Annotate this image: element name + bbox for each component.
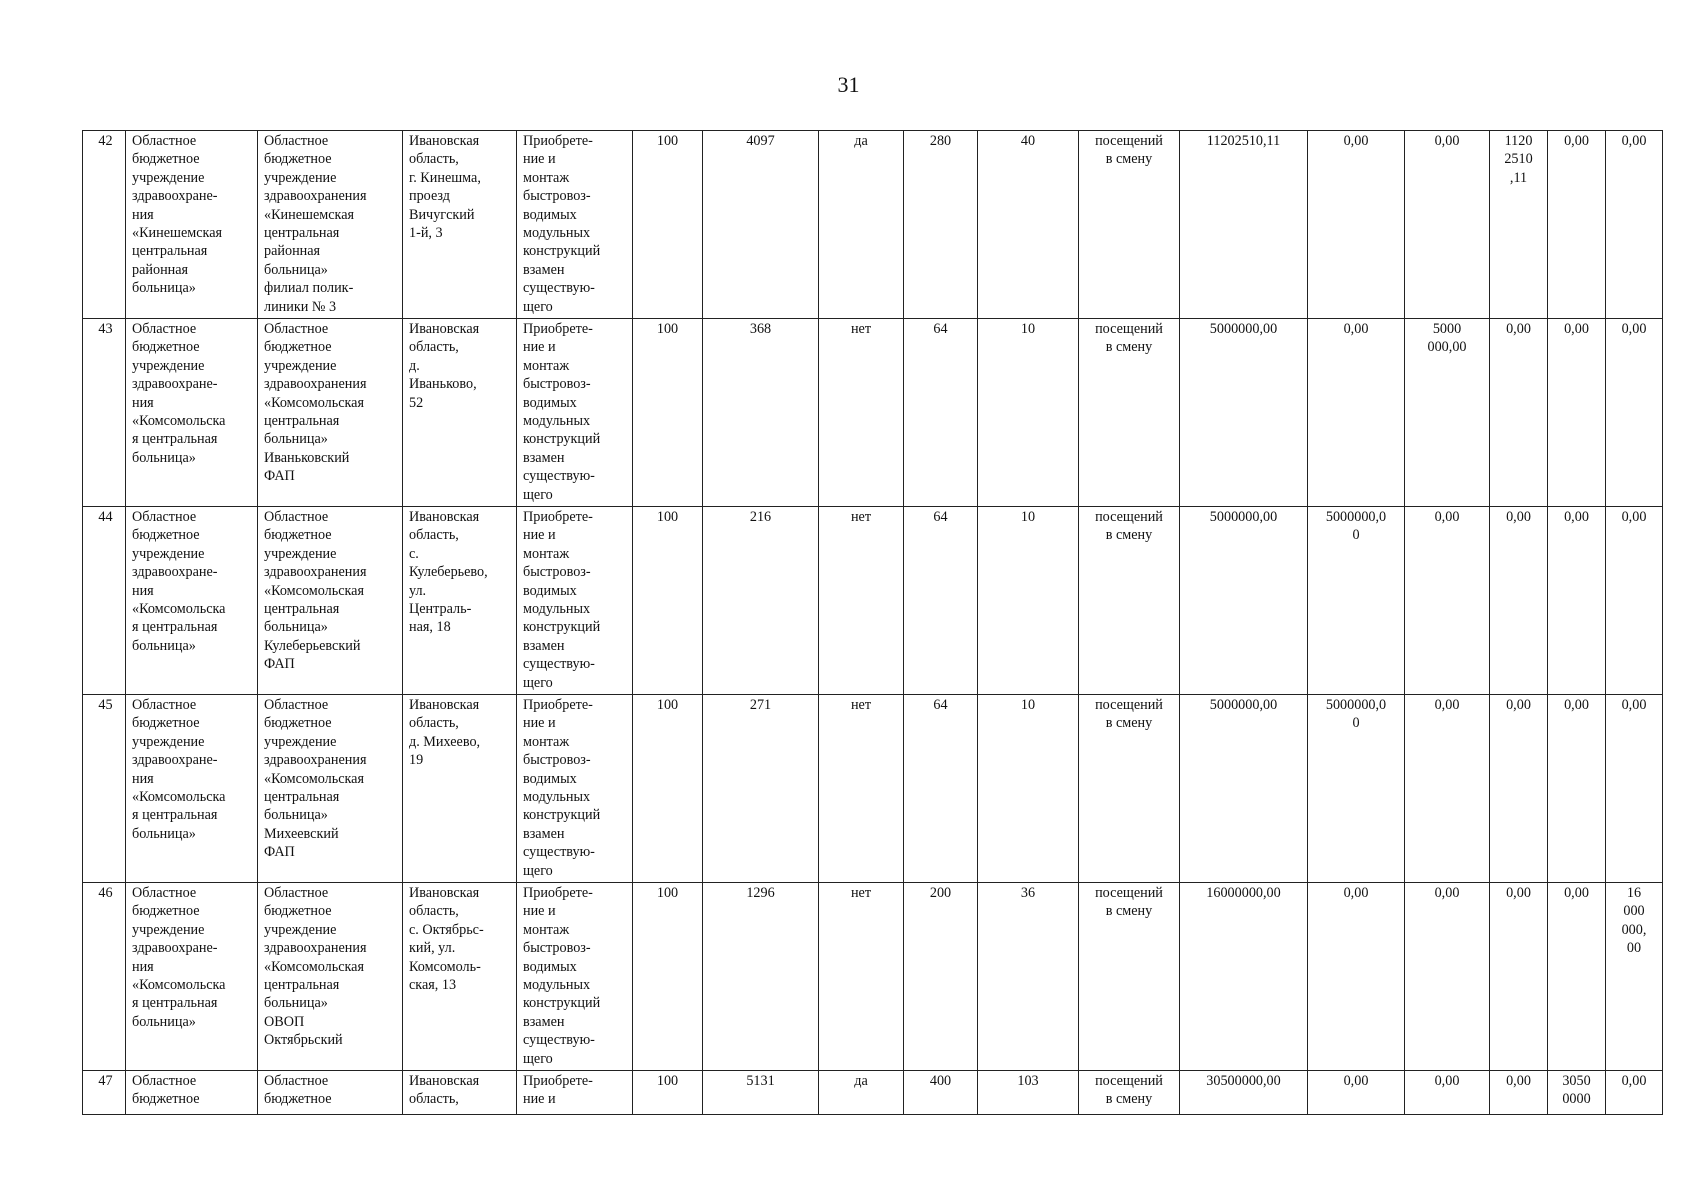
cell-amount-year-5: 0,00 bbox=[1606, 695, 1663, 883]
cell-address: Ивановская область, д. Иваньково, 52 bbox=[403, 319, 517, 507]
table-body bbox=[83, 131, 1663, 1115]
cell-value-3: да bbox=[819, 131, 904, 319]
cell-value-2: 1296 bbox=[703, 883, 819, 1071]
cell-facility: Областное бюджетное bbox=[258, 1071, 403, 1115]
cell-amount-year-1: 5000000,0 0 bbox=[1308, 695, 1405, 883]
cell-amount-year-2: 5000 000,00 bbox=[1405, 319, 1490, 507]
cell-total-amount: 11202510,11 bbox=[1180, 131, 1308, 319]
cell-row-number: 46 bbox=[83, 883, 126, 1071]
cell-work-type: Приобрете- ние и монтаж быстровоз- водимых модульных конструкций взамен существую- щего bbox=[517, 319, 633, 507]
cell-address: Ивановская область, с. Октябрьс- кий, ул. Комсомоль- ская, 13 bbox=[403, 883, 517, 1071]
cell-value-1: 100 bbox=[633, 1071, 703, 1115]
cell-value-2: 216 bbox=[703, 507, 819, 695]
cell-value-2: 368 bbox=[703, 319, 819, 507]
cell-facility: Областное бюджетное учреждение здравоохранения «Комсомольская центральная больница» Иваньковский ФАП bbox=[258, 319, 403, 507]
table-row bbox=[83, 131, 1663, 319]
cell-amount-year-4: 0,00 bbox=[1548, 883, 1606, 1071]
cell-facility: Областное бюджетное учреждение здравоохранения «Комсомольская центральная больница» ОВОП Октябрьский bbox=[258, 883, 403, 1071]
cell-amount-year-5: 0,00 bbox=[1606, 319, 1663, 507]
cell-value-5: 10 bbox=[978, 319, 1079, 507]
cell-amount-year-1: 0,00 bbox=[1308, 1071, 1405, 1115]
cell-facility: Областное бюджетное учреждение здравоохранения «Кинешемская центральная районная больница» филиал полик- линики № 3 bbox=[258, 131, 403, 319]
cell-row-number: 42 bbox=[83, 131, 126, 319]
cell-amount-year-5: 0,00 bbox=[1606, 1071, 1663, 1115]
cell-amount-year-1: 0,00 bbox=[1308, 131, 1405, 319]
cell-amount-year-4: 3050 0000 bbox=[1548, 1071, 1606, 1115]
cell-value-4: 64 bbox=[904, 507, 978, 695]
cell-facility: Областное бюджетное учреждение здравоохранения «Комсомольская центральная больница» Михеевский ФАП bbox=[258, 695, 403, 883]
table-row bbox=[83, 1071, 1663, 1115]
cell-row-number: 47 bbox=[83, 1071, 126, 1115]
cell-amount-year-3: 0,00 bbox=[1490, 695, 1548, 883]
cell-value-2: 4097 bbox=[703, 131, 819, 319]
cell-amount-year-5: 16 000 000, 00 bbox=[1606, 883, 1663, 1071]
cell-organization: Областное бюджетное учреждение здравоохране- ния «Комсомольска я центральная больница» bbox=[126, 507, 258, 695]
cell-unit: посещений в смену bbox=[1079, 883, 1180, 1071]
cell-amount-year-4: 0,00 bbox=[1548, 507, 1606, 695]
cell-organization: Областное бюджетное учреждение здравоохране- ния «Кинешемская центральная районная больница» bbox=[126, 131, 258, 319]
cell-amount-year-2: 0,00 bbox=[1405, 883, 1490, 1071]
cell-value-3: нет bbox=[819, 319, 904, 507]
cell-amount-year-4: 0,00 bbox=[1548, 131, 1606, 319]
cell-value-1: 100 bbox=[633, 883, 703, 1071]
cell-amount-year-5: 0,00 bbox=[1606, 507, 1663, 695]
cell-row-number: 45 bbox=[83, 695, 126, 883]
cell-row-number: 43 bbox=[83, 319, 126, 507]
cell-work-type: Приобрете- ние и bbox=[517, 1071, 633, 1115]
page-number: 31 bbox=[837, 72, 860, 97]
cell-value-2: 5131 bbox=[703, 1071, 819, 1115]
cell-amount-year-5: 0,00 bbox=[1606, 131, 1663, 319]
cell-amount-year-1: 0,00 bbox=[1308, 319, 1405, 507]
cell-amount-year-2: 0,00 bbox=[1405, 131, 1490, 319]
cell-unit: посещений в смену bbox=[1079, 1071, 1180, 1115]
cell-amount-year-3: 0,00 bbox=[1490, 883, 1548, 1071]
cell-amount-year-1: 0,00 bbox=[1308, 883, 1405, 1071]
cell-value-4: 64 bbox=[904, 319, 978, 507]
cell-total-amount: 5000000,00 bbox=[1180, 507, 1308, 695]
cell-value-2: 271 bbox=[703, 695, 819, 883]
cell-value-4: 200 bbox=[904, 883, 978, 1071]
cell-organization: Областное бюджетное учреждение здравоохране- ния «Комсомольска я центральная больница» bbox=[126, 319, 258, 507]
cell-work-type: Приобрете- ние и монтаж быстровоз- водимых модульных конструкций взамен существую- щего bbox=[517, 507, 633, 695]
cell-value-4: 64 bbox=[904, 695, 978, 883]
cell-value-3: нет bbox=[819, 695, 904, 883]
cell-organization: Областное бюджетное bbox=[126, 1071, 258, 1115]
table-row bbox=[83, 695, 1663, 883]
cell-total-amount: 5000000,00 bbox=[1180, 319, 1308, 507]
cell-value-5: 36 bbox=[978, 883, 1079, 1071]
cell-amount-year-4: 0,00 bbox=[1548, 695, 1606, 883]
cell-organization: Областное бюджетное учреждение здравоохране- ния «Комсомольска я центральная больница» bbox=[126, 695, 258, 883]
cell-value-5: 10 bbox=[978, 507, 1079, 695]
table-row bbox=[83, 507, 1663, 695]
cell-total-amount: 30500000,00 bbox=[1180, 1071, 1308, 1115]
cell-value-1: 100 bbox=[633, 507, 703, 695]
cell-amount-year-3: 0,00 bbox=[1490, 507, 1548, 695]
cell-address: Ивановская область, bbox=[403, 1071, 517, 1115]
cell-amount-year-3: 0,00 bbox=[1490, 319, 1548, 507]
table-row bbox=[83, 319, 1663, 507]
cell-value-5: 10 bbox=[978, 695, 1079, 883]
cell-value-1: 100 bbox=[633, 695, 703, 883]
cell-unit: посещений в смену bbox=[1079, 131, 1180, 319]
cell-amount-year-4: 0,00 bbox=[1548, 319, 1606, 507]
cell-unit: посещений в смену bbox=[1079, 695, 1180, 883]
cell-value-3: нет bbox=[819, 883, 904, 1071]
cell-work-type: Приобрете- ние и монтаж быстровоз- водимых модульных конструкций взамен существую- щего bbox=[517, 883, 633, 1071]
cell-unit: посещений в смену bbox=[1079, 507, 1180, 695]
cell-value-3: нет bbox=[819, 507, 904, 695]
cell-total-amount: 16000000,00 bbox=[1180, 883, 1308, 1071]
cell-value-4: 400 bbox=[904, 1071, 978, 1115]
cell-amount-year-3: 0,00 bbox=[1490, 1071, 1548, 1115]
cell-value-4: 280 bbox=[904, 131, 978, 319]
cell-address: Ивановская область, г. Кинешма, проезд Вичугский 1-й, 3 bbox=[403, 131, 517, 319]
cell-value-3: да bbox=[819, 1071, 904, 1115]
cell-amount-year-3: 1120 2510 ,11 bbox=[1490, 131, 1548, 319]
cell-total-amount: 5000000,00 bbox=[1180, 695, 1308, 883]
cell-unit: посещений в смену bbox=[1079, 319, 1180, 507]
cell-value-1: 100 bbox=[633, 131, 703, 319]
cell-work-type: Приобрете- ние и монтаж быстровоз- водимых модульных конструкций взамен существую- щего bbox=[517, 131, 633, 319]
cell-amount-year-1: 5000000,0 0 bbox=[1308, 507, 1405, 695]
cell-amount-year-2: 0,00 bbox=[1405, 507, 1490, 695]
cell-address: Ивановская область, д. Михеево, 19 bbox=[403, 695, 517, 883]
cell-value-5: 103 bbox=[978, 1071, 1079, 1115]
cell-work-type: Приобрете- ние и монтаж быстровоз- водимых модульных конструкций взамен существую- щего bbox=[517, 695, 633, 883]
cell-amount-year-2: 0,00 bbox=[1405, 1071, 1490, 1115]
cell-value-1: 100 bbox=[633, 319, 703, 507]
cell-organization: Областное бюджетное учреждение здравоохране- ния «Комсомольска я центральная больница» bbox=[126, 883, 258, 1071]
cell-value-5: 40 bbox=[978, 131, 1079, 319]
cell-address: Ивановская область, с. Кулеберьево, ул. Централь- ная, 18 bbox=[403, 507, 517, 695]
facilities-table bbox=[82, 130, 1663, 1115]
cell-amount-year-2: 0,00 bbox=[1405, 695, 1490, 883]
table-row bbox=[83, 883, 1663, 1071]
cell-facility: Областное бюджетное учреждение здравоохранения «Комсомольская центральная больница» Кулеберьевский ФАП bbox=[258, 507, 403, 695]
cell-row-number: 44 bbox=[83, 507, 126, 695]
